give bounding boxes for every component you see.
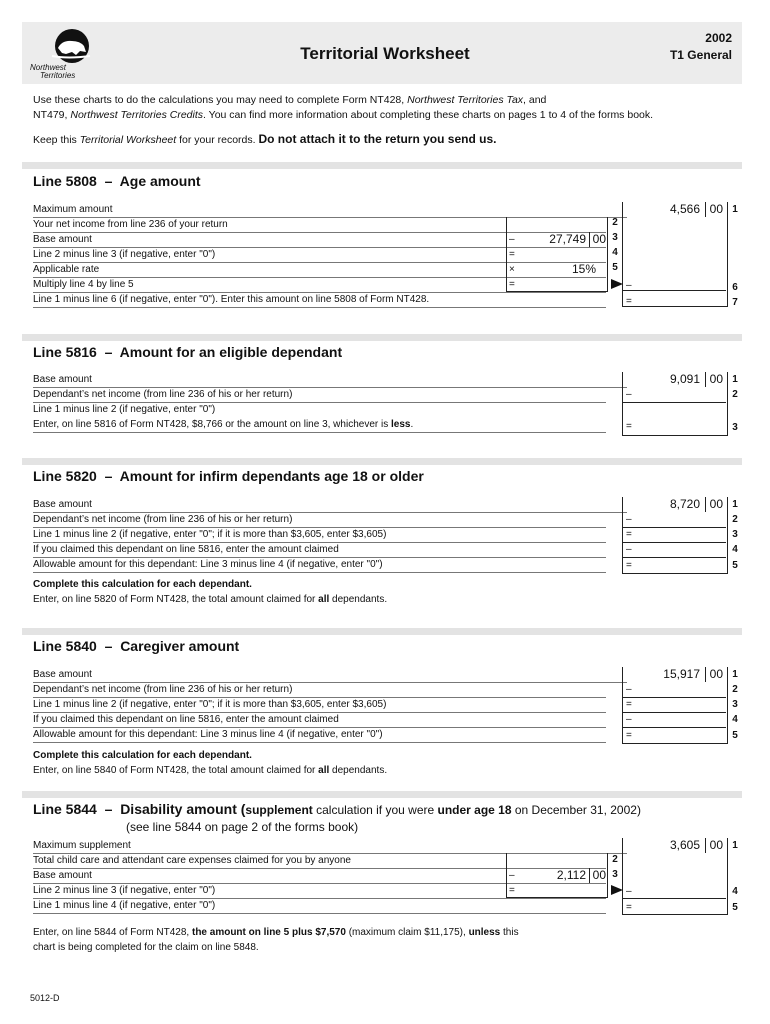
- line-num-2: 2: [612, 217, 618, 228]
- value-5844-1-cents: 00: [709, 838, 723, 852]
- section-bar-5816: [22, 334, 742, 341]
- intro-line2-italic: Northwest Territories Credits: [70, 109, 204, 121]
- value-5840-1-cents: 00: [709, 667, 723, 681]
- value-5840-1-dollars: 15,917: [663, 667, 700, 681]
- title-5840-num: Line 5840: [33, 638, 97, 654]
- line-num-2: 2: [732, 389, 738, 400]
- value-5808-1-cents: 00: [709, 202, 723, 216]
- op-equals: =: [626, 730, 632, 741]
- row-5844-2: Total child care and attendant care expenses claimed for you by anyone: [33, 853, 606, 869]
- intro-line1-a: Use these charts to do the calculations you may need to complete Form NT428,: [33, 94, 408, 106]
- title-5840-text: Caregiver amount: [120, 638, 240, 654]
- intro-line1-italic: Northwest Territories Tax: [407, 94, 524, 106]
- title-5844-num: Line 5844: [33, 801, 97, 817]
- intro-line1-b: , and: [523, 94, 547, 106]
- keep-b: for your records.: [176, 134, 259, 146]
- note-5844-1e: this: [500, 927, 519, 938]
- section-bar-5808: [22, 162, 742, 169]
- row-5816-3a: Line 1 minus line 2 (if negative, enter "0"): [33, 404, 216, 415]
- op-equals: =: [626, 296, 632, 307]
- op-minus: –: [626, 684, 632, 695]
- row-5816-3b-bold: less: [390, 419, 411, 430]
- row-5808-7: Line 1 minus line 6 (if negative, enter "0"). Enter this amount on line 5808 of Form NT428.: [33, 292, 606, 308]
- note-5844-1c: (maximum claim $11,175),: [345, 927, 469, 938]
- op-times: ×: [509, 264, 515, 275]
- note-5820-2c: dependants.: [329, 594, 388, 605]
- op-minus: –: [626, 514, 632, 525]
- op-minus: –: [626, 886, 632, 897]
- line-num-5: 5: [732, 902, 738, 913]
- arrow-right-icon: [611, 279, 623, 289]
- line-num-5: 5: [732, 560, 738, 571]
- line-num-1: 1: [732, 840, 738, 851]
- value-5808-5-rate: 15%: [571, 262, 596, 276]
- line-num-3: 3: [612, 232, 618, 243]
- value-5808-3-dollars: 27,749: [549, 232, 586, 246]
- divider-5844: [623, 898, 726, 899]
- value-5844-1-dollars: 3,605: [669, 838, 700, 852]
- op-equals: =: [626, 560, 632, 571]
- note-5820-2b: all: [318, 594, 330, 605]
- value-5816-1-cents: 00: [709, 372, 723, 386]
- title-5844-b2: under age 18: [437, 803, 512, 817]
- section-bar-5840: [22, 628, 742, 635]
- keep-bold: Do not attach it to the return you send us.: [258, 132, 497, 146]
- row-5808-1: Maximum amount: [33, 202, 627, 218]
- title-5844-text: Disability amount (: [120, 801, 246, 817]
- row-5820-3: Line 1 minus line 2 (if negative, enter "0"; if it is more than $3,605, enter $3,605): [33, 527, 606, 543]
- note-5840-2a: Enter, on line 5840 of Form NT428, the total amount claimed for: [33, 765, 319, 776]
- line-num-1: 1: [732, 499, 738, 510]
- intro-line2-b: . You can find more information about completing these charts on pages 1 to 4 of the forms book.: [203, 109, 654, 121]
- value-5844-3-cents: 00: [592, 868, 606, 882]
- op-minus: –: [509, 870, 515, 881]
- note-5844-1b: the amount on line 5 plus $7,570: [191, 927, 346, 938]
- line-num-3: 3: [612, 869, 618, 880]
- form-code: 5012-D: [30, 993, 60, 1003]
- section-title-5820: Line 5820 – Amount for infirm dependants age 18 or older: [33, 468, 424, 484]
- subtitle-5844: (see line 5844 on page 2 of the forms book): [126, 820, 359, 834]
- section-bar-5844: [22, 791, 742, 798]
- value-5816-1-dollars: 9,091: [669, 372, 700, 386]
- form-type: T1 General: [669, 48, 732, 62]
- line-num-1: 1: [732, 374, 738, 385]
- op-equals: =: [626, 421, 632, 432]
- title-5816-num: Line 5816: [33, 344, 97, 360]
- divider-5820: [623, 557, 726, 558]
- line-num-7: 7: [732, 297, 738, 308]
- op-equals: =: [509, 885, 515, 896]
- op-minus: –: [509, 234, 515, 245]
- section-title-5840: Line 5840 – Caregiver amount: [33, 638, 240, 654]
- value-5844-3-dollars: 2,112: [556, 868, 586, 882]
- row-5844-3: Base amount: [33, 868, 606, 884]
- divider-5816-2: [623, 402, 726, 403]
- op-equals: =: [626, 529, 632, 540]
- row-5808-3: Base amount: [33, 232, 606, 248]
- note-5840: [33, 748, 387, 778]
- title-5808-text: Age amount: [119, 173, 201, 189]
- op-minus: –: [626, 280, 632, 291]
- row-5808-5: Applicable rate: [33, 262, 606, 278]
- line-num-2: 2: [732, 514, 738, 525]
- line-num-5: 5: [612, 262, 618, 273]
- line-num-1: 1: [732, 669, 738, 680]
- section-bar-5820: [22, 458, 742, 465]
- row-5820-4: If you claimed this dependant on line 5816, enter the amount claimed: [33, 542, 606, 558]
- note-5820-2a: Enter, on line 5820 of Form NT428, the total amount claimed for: [33, 594, 319, 605]
- title-5844-n1: calculation if you were: [312, 803, 438, 817]
- line-num-3: 3: [732, 699, 738, 710]
- note-5844-2: chart is being completed for the claim on line 5848.: [33, 942, 259, 953]
- line-num-4: 4: [612, 247, 618, 258]
- title-5844-b1: supplement: [245, 803, 313, 817]
- line-num-3: 3: [732, 529, 738, 540]
- intro-text: [33, 93, 743, 123]
- op-equals: =: [626, 902, 632, 913]
- line-num-2: 2: [612, 854, 618, 865]
- note-5840-2c: dependants.: [329, 765, 388, 776]
- title-5816-text: Amount for an eligible dependant: [119, 344, 343, 360]
- keep-italic: Territorial Worksheet: [79, 134, 177, 146]
- row-5840-3: Line 1 minus line 2 (if negative, enter "0"; if it is more than $3,605, enter $3,605): [33, 697, 606, 713]
- row-5844-1: Maximum supplement: [33, 838, 627, 854]
- line-num-4: 4: [732, 714, 738, 725]
- row-5840-2: Dependant’s net income (from line 236 of his or her return): [33, 682, 606, 698]
- row-5816-3b: Enter, on line 5816 of Form NT428, $8,766 or the amount on line 3, whichever is less.: [33, 417, 606, 433]
- divider-5840: [623, 712, 726, 713]
- value-5808-1-dollars: 4,566: [669, 202, 700, 216]
- page-title: Territorial Worksheet: [300, 44, 470, 63]
- logo-text: [30, 64, 75, 80]
- value-5820-1-dollars: 8,720: [669, 497, 700, 511]
- line-num-6: 6: [732, 282, 738, 293]
- row-5820-1: Base amount: [33, 497, 627, 513]
- line-num-1: 1: [732, 204, 738, 215]
- op-equals: =: [626, 699, 632, 710]
- row-5840-4: If you claimed this dependant on line 5816, enter the amount claimed: [33, 712, 606, 728]
- line-num-2: 2: [732, 684, 738, 695]
- title-5820-text: Amount for infirm dependants age 18 or older: [119, 468, 424, 484]
- line-num-3: 3: [732, 422, 738, 433]
- value-5808-3-cents: 00: [592, 232, 606, 246]
- logo-text-line1: Northwest: [30, 63, 67, 72]
- value-5820-1-cents: 00: [709, 497, 723, 511]
- arrow-right-icon: [611, 885, 623, 895]
- intro-line2-a: NT479,: [33, 109, 71, 121]
- divider-5820: [623, 527, 726, 528]
- inner-box-5808: [506, 217, 608, 292]
- logo-text-line2: Territories: [40, 71, 76, 80]
- divider-5840: [623, 727, 726, 728]
- op-equals: =: [509, 279, 515, 290]
- row-5816-1: Base amount: [33, 372, 627, 388]
- row-5840-1: Base amount: [33, 667, 627, 683]
- row-5816-3b-a: Enter, on line 5816 of Form NT428, $8,766 or the amount on line 3, whichever is: [33, 419, 391, 430]
- row-5820-5: Allowable amount for this dependant: Line 3 minus line 4 (if negative, enter "0"): [33, 557, 606, 573]
- row-5820-2: Dependant’s net income (from line 236 of his or her return): [33, 512, 606, 528]
- divider-5808-6: [623, 290, 726, 291]
- title-5844-n2: on December 31, 2002): [511, 803, 641, 817]
- note-5820-1: Complete this calculation for each dependant.: [33, 579, 252, 590]
- row-5844-4: Line 2 minus line 3 (if negative, enter "0"): [33, 883, 606, 899]
- op-minus: –: [626, 544, 632, 555]
- row-5840-5: Allowable amount for this dependant: Line 3 minus line 4 (if negative, enter "0"): [33, 727, 606, 743]
- note-5844-1d: unless: [468, 927, 501, 938]
- row-5808-4: Line 2 minus line 3 (if negative, enter "0"): [33, 247, 606, 263]
- keep-note: [33, 132, 496, 146]
- line-num-4: 4: [732, 886, 738, 897]
- line-num-5: 5: [732, 730, 738, 741]
- op-minus: –: [626, 389, 632, 400]
- form-year: 2002: [705, 31, 732, 45]
- row-5808-6: Multiply line 4 by line 5: [33, 277, 606, 293]
- op-minus: –: [626, 714, 632, 725]
- section-title-5816: Line 5816 – Amount for an eligible dependant: [33, 344, 343, 360]
- row-5844-5: Line 1 minus line 4 (if negative, enter "0"): [33, 898, 606, 914]
- section-title-5844: Line 5844 – Disability amount (supplement calculation if you were under age 18 on December 31, 2002): [33, 801, 641, 817]
- right-box-5808: [622, 202, 728, 307]
- row-5816-2: Dependant’s net income (from line 236 of his or her return): [33, 387, 606, 403]
- divider-5820: [623, 542, 726, 543]
- row-5808-2: Your net income from line 236 of your return: [33, 217, 606, 233]
- form-id: [670, 30, 732, 64]
- title-5820-num: Line 5820: [33, 468, 97, 484]
- divider-5840: [623, 697, 726, 698]
- note-5844-1a: Enter, on line 5844 of Form NT428,: [33, 927, 192, 938]
- op-equals: =: [509, 249, 515, 260]
- section-title-5808: Line 5808 – Age amount: [33, 173, 201, 189]
- note-5840-1: Complete this calculation for each dependant.: [33, 750, 252, 761]
- title-5808-num: Line 5808: [33, 173, 97, 189]
- note-5820: [33, 577, 387, 607]
- note-5844: [33, 925, 733, 955]
- line-num-4: 4: [732, 544, 738, 555]
- keep-a: Keep this: [33, 134, 80, 146]
- note-5840-2b: all: [318, 765, 330, 776]
